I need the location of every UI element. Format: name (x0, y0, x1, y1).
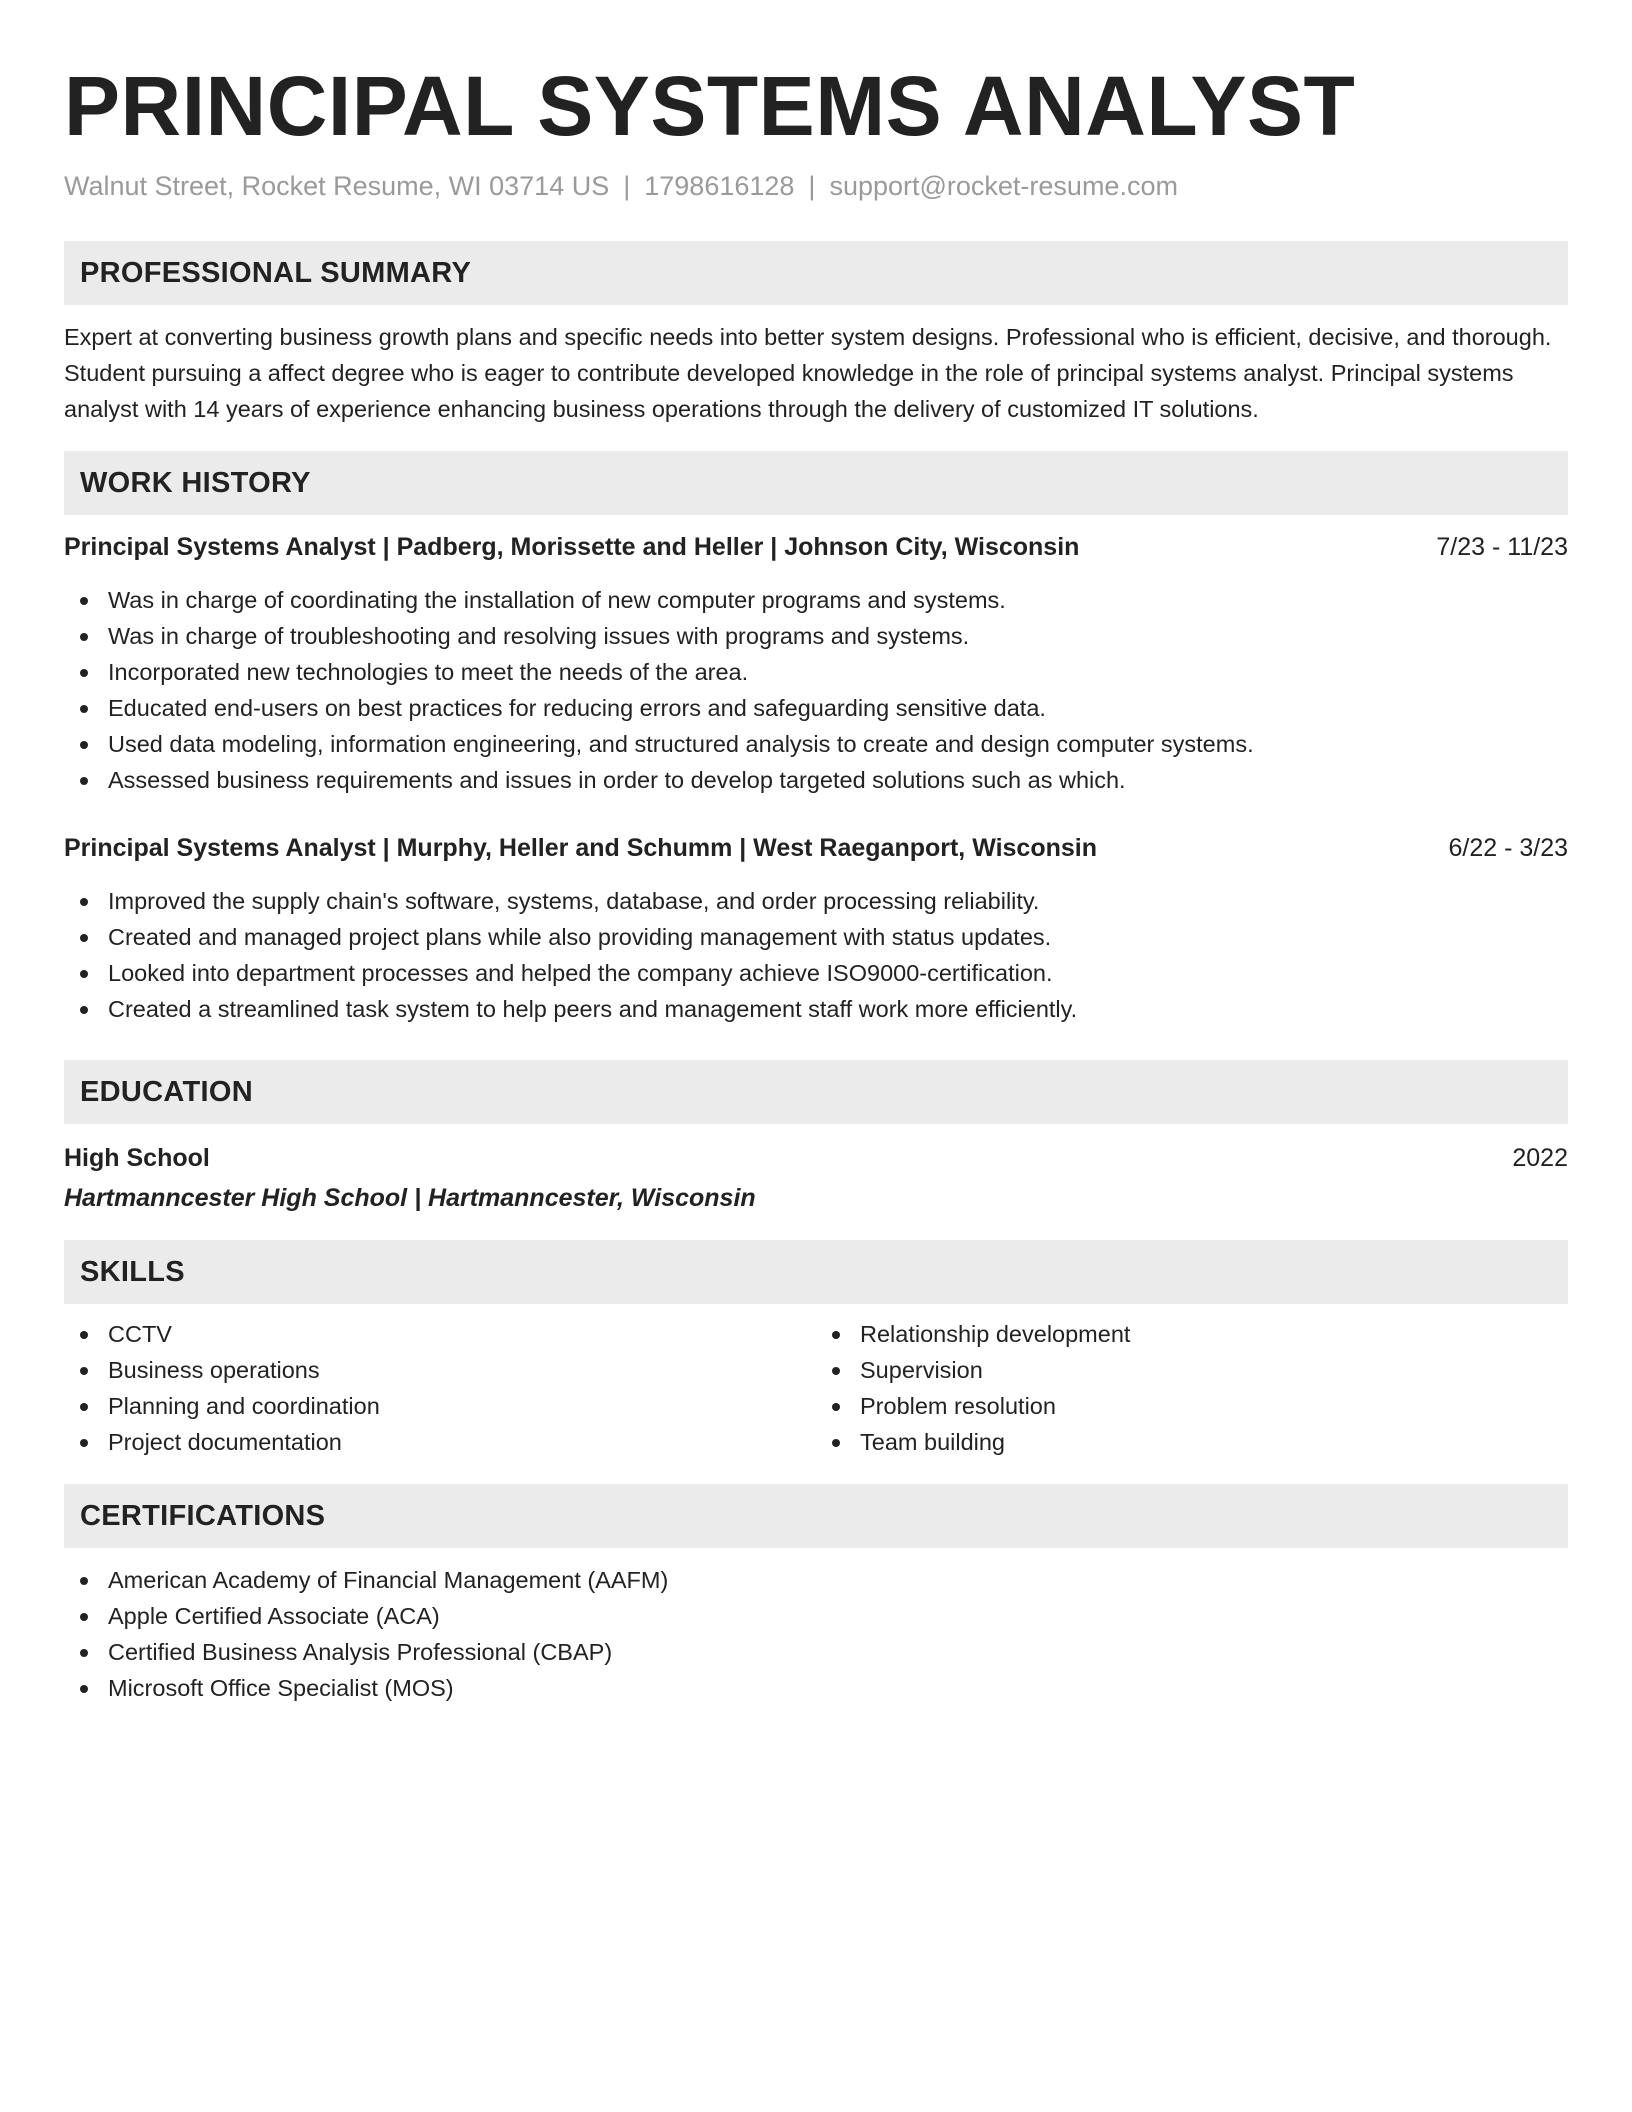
education-year: 2022 (1512, 1144, 1568, 1172)
job-title: Principal Systems Analyst | Murphy, Heller and Schumm | West Raeganport, Wisconsin (64, 834, 1097, 862)
job-bullet: Was in charge of coordinating the installation of new computer programs and systems. (64, 582, 1568, 618)
job-bullet-list (64, 582, 1568, 798)
contact-separator: | (808, 171, 816, 201)
job-entry (64, 830, 1568, 1027)
job-bullet-list (64, 883, 1568, 1027)
certifications-list (64, 1562, 1568, 1706)
contact-phone: 1798616128 (644, 171, 795, 201)
certification-item: Apple Certified Associate (ACA) (64, 1598, 1568, 1634)
certification-item: Microsoft Office Specialist (MOS) (64, 1670, 1568, 1706)
contact-address: Walnut Street, Rocket Resume, WI 03714 US (64, 171, 610, 201)
job-dates: 6/22 - 3/23 (1448, 834, 1568, 862)
certification-item: American Academy of Financial Management (AAFM) (64, 1562, 1568, 1598)
job-entry (64, 529, 1568, 798)
section-heading-skills: SKILLS (64, 1240, 1568, 1304)
education-school: Hartmanncester High School | Hartmanncester, Wisconsin (64, 1184, 756, 1212)
education-header (64, 1140, 1568, 1176)
skill-item: CCTV (64, 1316, 816, 1352)
section-heading-certifications: CERTIFICATIONS (64, 1484, 1568, 1548)
job-bullet: Was in charge of troubleshooting and resolving issues with programs and systems. (64, 618, 1568, 654)
job-header (64, 529, 1568, 565)
job-bullet: Looked into department processes and helped the company achieve ISO9000-certification. (64, 955, 1568, 991)
skill-item: Supervision (816, 1352, 1568, 1388)
job-title: Principal Systems Analyst | Padberg, Morissette and Heller | Johnson City, Wisconsin (64, 533, 1080, 561)
skill-item: Project documentation (64, 1424, 816, 1460)
skills-list-right (816, 1316, 1568, 1460)
skill-item: Relationship development (816, 1316, 1568, 1352)
section-heading-education: EDUCATION (64, 1060, 1568, 1124)
contact-line (64, 168, 1568, 204)
contact-email: support@rocket-resume.com (829, 171, 1178, 201)
job-bullet: Incorporated new technologies to meet the needs of the area. (64, 654, 1568, 690)
skill-item: Business operations (64, 1352, 816, 1388)
skills-grid (64, 1316, 1568, 1460)
section-heading-work-history: WORK HISTORY (64, 451, 1568, 515)
job-bullet: Assessed business requirements and issues in order to develop targeted solutions such as which. (64, 762, 1568, 798)
skill-item: Planning and coordination (64, 1388, 816, 1424)
skills-list-left (64, 1316, 816, 1460)
certification-item: Certified Business Analysis Professional (CBAP) (64, 1634, 1568, 1670)
job-bullet: Educated end-users on best practices for reducing errors and safeguarding sensitive data. (64, 690, 1568, 726)
job-dates: 7/23 - 11/23 (1436, 533, 1568, 561)
section-heading-summary: PROFESSIONAL SUMMARY (64, 241, 1568, 305)
job-bullet: Used data modeling, information engineering, and structured analysis to create and design computer systems. (64, 726, 1568, 762)
job-bullet: Improved the supply chain's software, systems, database, and order processing reliability. (64, 883, 1568, 919)
skill-item: Problem resolution (816, 1388, 1568, 1424)
job-bullet: Created and managed project plans while also providing management with status updates. (64, 919, 1568, 955)
job-header (64, 830, 1568, 866)
skill-item: Team building (816, 1424, 1568, 1460)
contact-separator: | (623, 171, 631, 201)
summary-text: Expert at converting business growth plans and specific needs into better system designs. Professional who is efficient, decisive, and thorough. Student pursuing a affect degree who is eager to contribute developed knowledge in the role of principal systems analyst. Principal systems analyst with 14 years of experience enhancing business operations through the delivery of customized IT solutions. (64, 324, 1552, 422)
education-degree: High School (64, 1144, 210, 1172)
resume-title: PRINCIPAL SYSTEMS ANALYST (64, 59, 1356, 153)
job-bullet: Created a streamlined task system to help peers and management staff work more efficiently. (64, 991, 1568, 1027)
